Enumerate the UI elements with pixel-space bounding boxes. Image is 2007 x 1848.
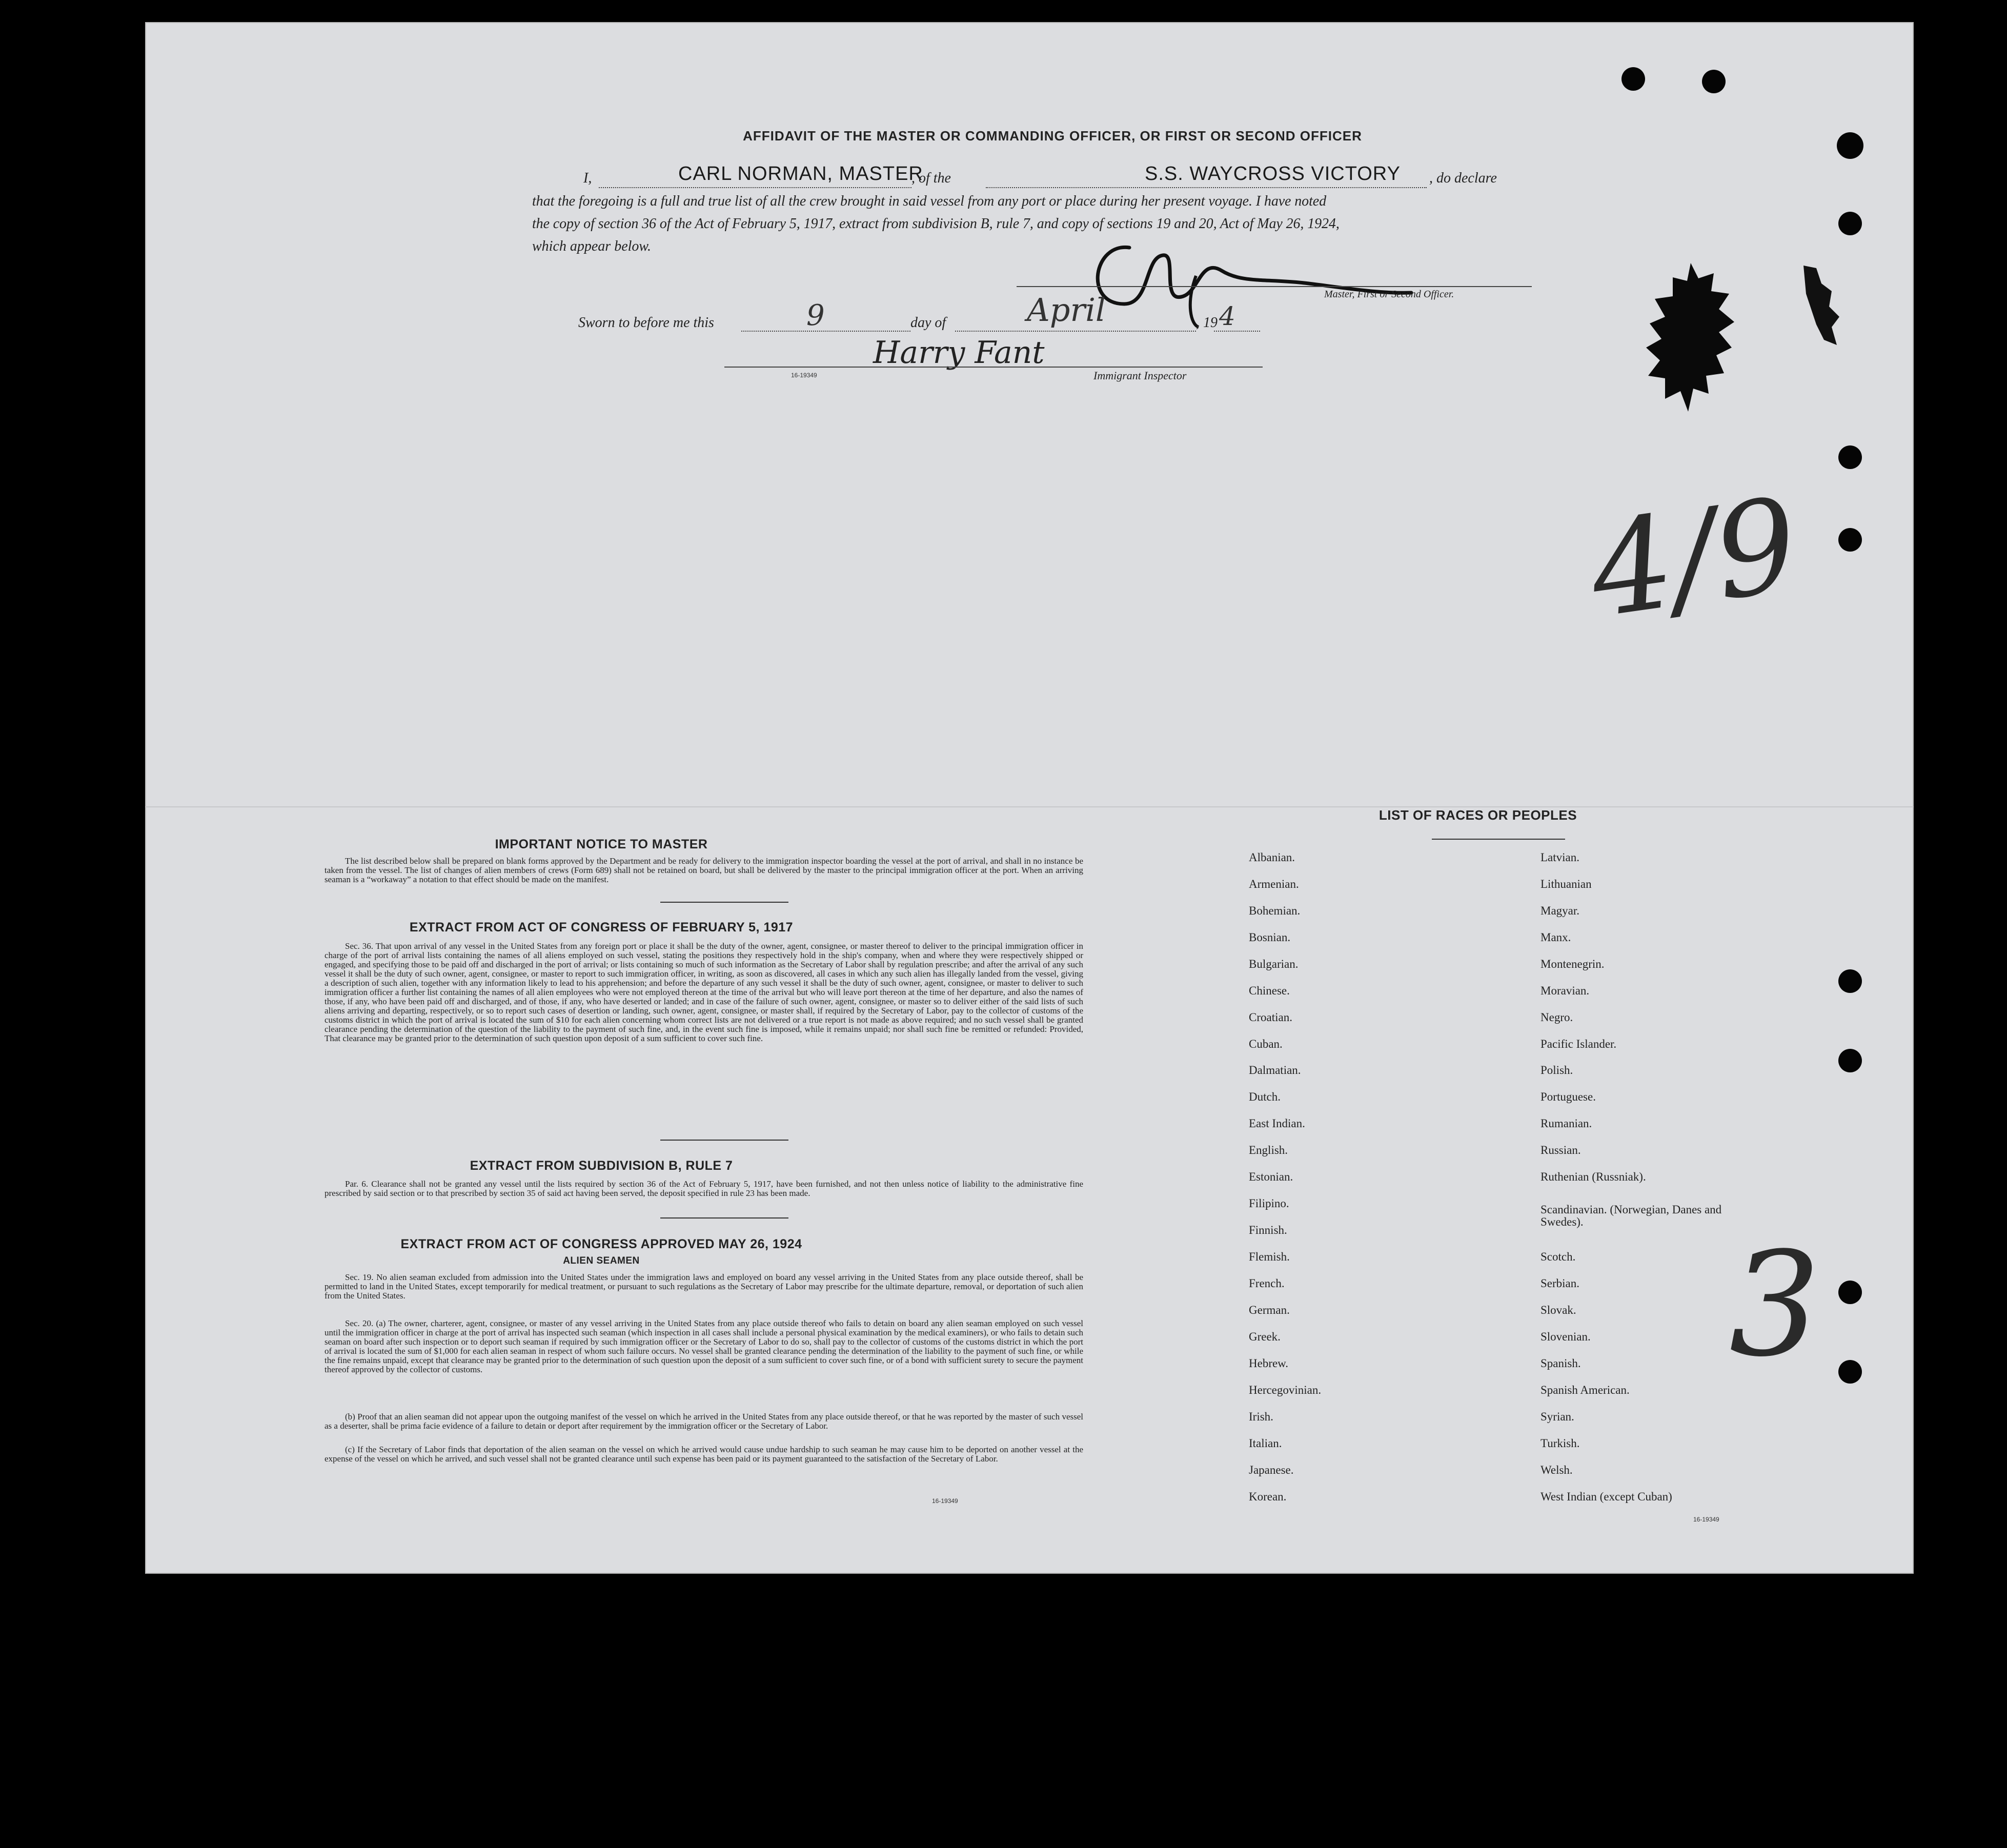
race-left: Italian. — [1249, 1437, 1282, 1450]
punch-hole — [1837, 132, 1863, 159]
race-right: Syrian. — [1540, 1410, 1574, 1423]
race-left: Dalmatian. — [1249, 1064, 1301, 1077]
punch-hole — [1621, 67, 1645, 91]
punch-hole — [1838, 1049, 1862, 1072]
race-left: Filipino. — [1249, 1197, 1289, 1210]
race-left: Bosnian. — [1249, 931, 1291, 944]
race-left: Bohemian. — [1249, 904, 1301, 917]
race-left: Cuban. — [1249, 1038, 1283, 1050]
race-right: Spanish American. — [1540, 1384, 1630, 1396]
punch-hole — [1838, 445, 1862, 469]
race-left: Estonian. — [1249, 1170, 1293, 1183]
do-declare-label: , do declare — [1429, 170, 1497, 186]
race-right: Scandinavian. (Norwegian, Danes and Swedes). — [1540, 1203, 1722, 1228]
form-number-left: 16-19349 — [932, 1497, 958, 1505]
notice-paragraph: The list described below shall be prepared on blank forms approved by the Department and be ready for delivery to the immigration inspector boarding the vessel at the port of arrival, and shall in no instance be taken from the vessel. The list of changes of alien members of crews (Form 689) shall not be retained on board, but shall be delivered by the master to the principal immigration officer at the port. When an arriving seaman is a “workaway” a notation to that effect should be made on the manifest. — [325, 856, 1083, 884]
punch-hole — [1838, 1281, 1862, 1304]
race-left: Japanese. — [1249, 1464, 1294, 1476]
race-right: Scotch. — [1540, 1250, 1576, 1263]
master-signature — [1196, 250, 1199, 251]
affidavit-pronoun: I, — [583, 170, 592, 186]
day-of-label: day of — [910, 315, 946, 331]
race-right: Negro. — [1540, 1011, 1573, 1024]
master-signature-stroke — [1073, 227, 1422, 330]
inspector-line — [724, 367, 1263, 368]
signature-caption: Master, First or Second Officer. — [1324, 289, 1454, 300]
extract-1917-title: EXTRACT FROM ACT OF CONGRESS OF FEBRUARY 5, 1917 — [409, 920, 794, 935]
embossed-seal — [1642, 258, 1739, 422]
race-left: Chinese. — [1249, 984, 1290, 997]
sworn-month[interactable]: April — [1027, 291, 1106, 329]
race-right: Montenegrin. — [1540, 958, 1605, 970]
race-right: Moravian. — [1540, 984, 1590, 997]
inspector-signature: Harry Fant — [873, 335, 1045, 371]
document-sheet — [145, 22, 1914, 1574]
vessel-line — [986, 187, 1427, 188]
race-left: Hebrew. — [1249, 1357, 1289, 1370]
sworn-label: Sworn to before me this — [578, 315, 714, 331]
race-left: Dutch. — [1249, 1090, 1281, 1103]
punch-hole — [1838, 1360, 1862, 1384]
rule7-title: EXTRACT FROM SUBDIVISION B, RULE 7 — [470, 1159, 733, 1173]
race-right: Latvian. — [1540, 851, 1579, 864]
year-prefix: , 19 — [1196, 315, 1218, 331]
extract-1917-paragraph: Sec. 36. That upon arrival of any vessel in the United States from any foreign port or place it shall be the duty of the owner, agent, consignee, or master thereof to deliver to the principal immigration officer in charge of the port of arrival lists containing the names of all aliens employed on such vessel, stating the positions they respectively hold in the ship's company, when and where they were respectively shipped or engaged, and specifying those to be paid off and discharged in the port of arrival; or lists containing so much of such information as the Secretary of Labor shall by regulation prescribe; and after the arrival of any such vessel it shall be the duty of such owner, agent, consignee, or master to report to such immigration officer, in writing, as soon as discovered, all cases in which any such alien has illegally landed from the vessel, giving a description of such alien, together with any information likely to lead to his apprehension; and before the departure of any such vessel it shall be the duty of such owner, agent, consignee, or master to deliver to such immigration officer a further list containing the names of all alien employees who were not employed thereon at the time of the arrival but who will leave port thereon at the time of her departure, and also the names of those, if any, who have been paid off and discharged, and of those, if any, who have deserted or landed; and in case of the failure of such owner, agent, consignee, or master so to deliver either of the said lists of such aliens arriving and departing, respectively, or so to report such cases of desertion or landing, such owner, agent, consignee, or master shall, if required by the Secretary of Labor, pay to the collector of customs of the customs district in which the port of arrival is located the sum of $10 for each alien concerning whom correct lists are not delivered or a true report is not made as above required; and no such vessel shall be granted clearance pending the determination of the question of the liability to the payment of such fine, and, in the event such fine is imposed, while it remains unpaid; nor shall such fine be remitted or refunded: Provided, That clearance may be granted prior to the determination of such question upon deposit of a sum sufficient to cover such fine. — [325, 941, 1083, 1043]
name-line — [599, 187, 911, 188]
race-right: West Indian (except Cuban) — [1540, 1490, 1672, 1503]
sec20b-paragraph: (b) Proof that an alien seaman did not appear upon the outgoing manifest of the vessel on which he arrived in the United States from any place outside thereof, or that he was reported by the master of such vessel as a deserter, shall be prima facie evidence of a failure to detain or deport after requirement by the immigration officer or the Secretary of Labor. — [325, 1412, 1083, 1431]
sec20a-paragraph: Sec. 20. (a) The owner, charterer, agent, consignee, or master of any vessel arriving in the United States from any place outside thereof who fails to detain on board any alien seaman employed on such vessel until the immigration officer in charge at the port of arrival has inspected such seaman (which inspection in all cases shall include a personal physical examination by the medical examiners), or who fails to detain such seaman on board after such inspection or to deport such seaman if required by such immigration officer or the Secretary of Labor to do so, shall pay to the collector of customs of the customs district in which the port of arrival is located the sum of $1,000 for each alien seaman in respect of whom such failure occurs. No vessel shall be granted clearance pending the determination of the liability to the payment of such fine, or while the fine remains unpaid, except that clearance may be granted prior to the determination of such question upon the deposit of a sum sufficient to cover such fine, or of a bond with sufficient surety to secure the payment thereof approved by the collector of customs. — [325, 1318, 1083, 1374]
race-right: Ruthenian (Russniak). — [1540, 1170, 1646, 1183]
race-right: Slovenian. — [1540, 1330, 1591, 1343]
punch-hole — [1838, 212, 1862, 235]
race-right: Lithuanian — [1540, 878, 1592, 890]
divider — [660, 902, 788, 903]
race-right: Magyar. — [1540, 904, 1580, 917]
notice-title: IMPORTANT NOTICE TO MASTER — [495, 837, 708, 851]
race-left: East Indian. — [1249, 1117, 1305, 1130]
of-the-label: , of the — [911, 170, 951, 186]
affidavit-line-2: that the foregoing is a full and true list of all the crew brought in said vessel from any port or place during her present voyage. I have noted — [532, 193, 1326, 209]
race-left: Albanian. — [1249, 851, 1295, 864]
affidavit-line-4: which appear below. — [532, 238, 652, 254]
race-left: Bulgarian. — [1249, 958, 1299, 970]
month-line — [955, 331, 1196, 332]
punch-hole — [1838, 528, 1862, 552]
handwritten-number: 3 — [1729, 1222, 1821, 1389]
sec20c-paragraph: (c) If the Secretary of Labor finds that deportation of the alien seaman on the vessel on which he arrived would cause undue hardship to such seaman he may cause him to be deported on another vessel at the expense of the vessel on which he arrived, and such vessel shall not be granted clearance until such expense has been paid or its payment guaranteed to the satisfaction of the Secretary of Labor. — [325, 1445, 1083, 1464]
race-right: Spanish. — [1540, 1357, 1581, 1370]
race-right: Pacific Islander. — [1540, 1038, 1617, 1050]
rule7-paragraph: Par. 6. Clearance shall not be granted any vessel until the lists required by section 36 of the Act of February 5, 1917, have been furnished, and not then unless notice of liability to the administrative fine prescribed by said section or to that prescribed by section 35 of said act having been served, the deposit specified in rule 23 has been made. — [325, 1179, 1083, 1198]
extract-1924-subtitle: ALIEN SEAMEN — [563, 1255, 640, 1266]
race-right: Manx. — [1540, 931, 1571, 944]
sworn-day[interactable]: 9 — [806, 299, 825, 332]
race-left: Hercegovinian. — [1249, 1384, 1322, 1396]
race-left: German. — [1249, 1304, 1290, 1316]
signature-line — [1017, 286, 1532, 287]
race-right: Russian. — [1540, 1144, 1581, 1156]
punch-hole — [1702, 70, 1726, 93]
day-line — [741, 331, 910, 332]
master-name[interactable]: CARL NORMAN, MASTER — [678, 163, 923, 185]
page-mark: 4/9 — [1581, 470, 1807, 646]
year-line — [1214, 331, 1260, 332]
affidavit-line-3: the copy of section 36 of the Act of February 5, 1917, extract from subdivision B, rule 7, and copy of sections 19 and 20, Act of May 26, 1924, — [532, 216, 1340, 232]
race-left: Irish. — [1249, 1410, 1273, 1423]
race-left: Greek. — [1249, 1330, 1281, 1343]
race-right: Polish. — [1540, 1064, 1573, 1077]
year-suffix[interactable]: 4 — [1219, 301, 1235, 331]
race-left: Korean. — [1249, 1490, 1287, 1503]
divider — [660, 1217, 788, 1219]
race-left: French. — [1249, 1277, 1285, 1290]
race-left: Finnish. — [1249, 1224, 1287, 1236]
race-left: Flemish. — [1249, 1250, 1290, 1263]
race-left: Armenian. — [1249, 878, 1299, 890]
form-number-top: 16-19349 — [791, 372, 817, 379]
race-right: Turkish. — [1540, 1437, 1580, 1450]
race-right: Slovak. — [1540, 1304, 1576, 1316]
form-number-right: 16-19349 — [1693, 1516, 1719, 1523]
race-left: Croatian. — [1249, 1011, 1292, 1024]
race-right: Portuguese. — [1540, 1090, 1596, 1103]
sec19-paragraph: Sec. 19. No alien seaman excluded from admission into the United States under the immigration laws and employed on board any vessel arriving in the United States from any place outside thereof, shall be permitted to land in the United States, except temporarily for medical treatment, or pursuant to such regulations as the Secretary of Labor may prescribe for the ultimate departure, removal, or deportation of such alien from the United States. — [325, 1272, 1083, 1301]
race-left: English. — [1249, 1144, 1288, 1156]
vessel-name[interactable]: S.S. WAYCROSS VICTORY — [1145, 163, 1401, 185]
extract-1924-title: EXTRACT FROM ACT OF CONGRESS APPROVED MAY 26, 1924 — [400, 1237, 802, 1251]
race-right: Serbian. — [1540, 1277, 1580, 1290]
race-right: Welsh. — [1540, 1464, 1573, 1476]
inspector-caption: Immigrant Inspector — [1093, 369, 1187, 382]
affidavit-title: AFFIDAVIT OF THE MASTER OR COMMANDING OFFICER, OR FIRST OR SECOND OFFICER — [743, 128, 1362, 144]
races-divider — [1432, 839, 1565, 840]
race-right: Rumanian. — [1540, 1117, 1592, 1130]
races-title: LIST OF RACES OR PEOPLES — [1378, 807, 1577, 823]
divider — [660, 1140, 788, 1141]
embossed-seal-edge — [1801, 263, 1842, 350]
punch-hole — [1838, 969, 1862, 993]
fold-line — [145, 806, 1914, 807]
